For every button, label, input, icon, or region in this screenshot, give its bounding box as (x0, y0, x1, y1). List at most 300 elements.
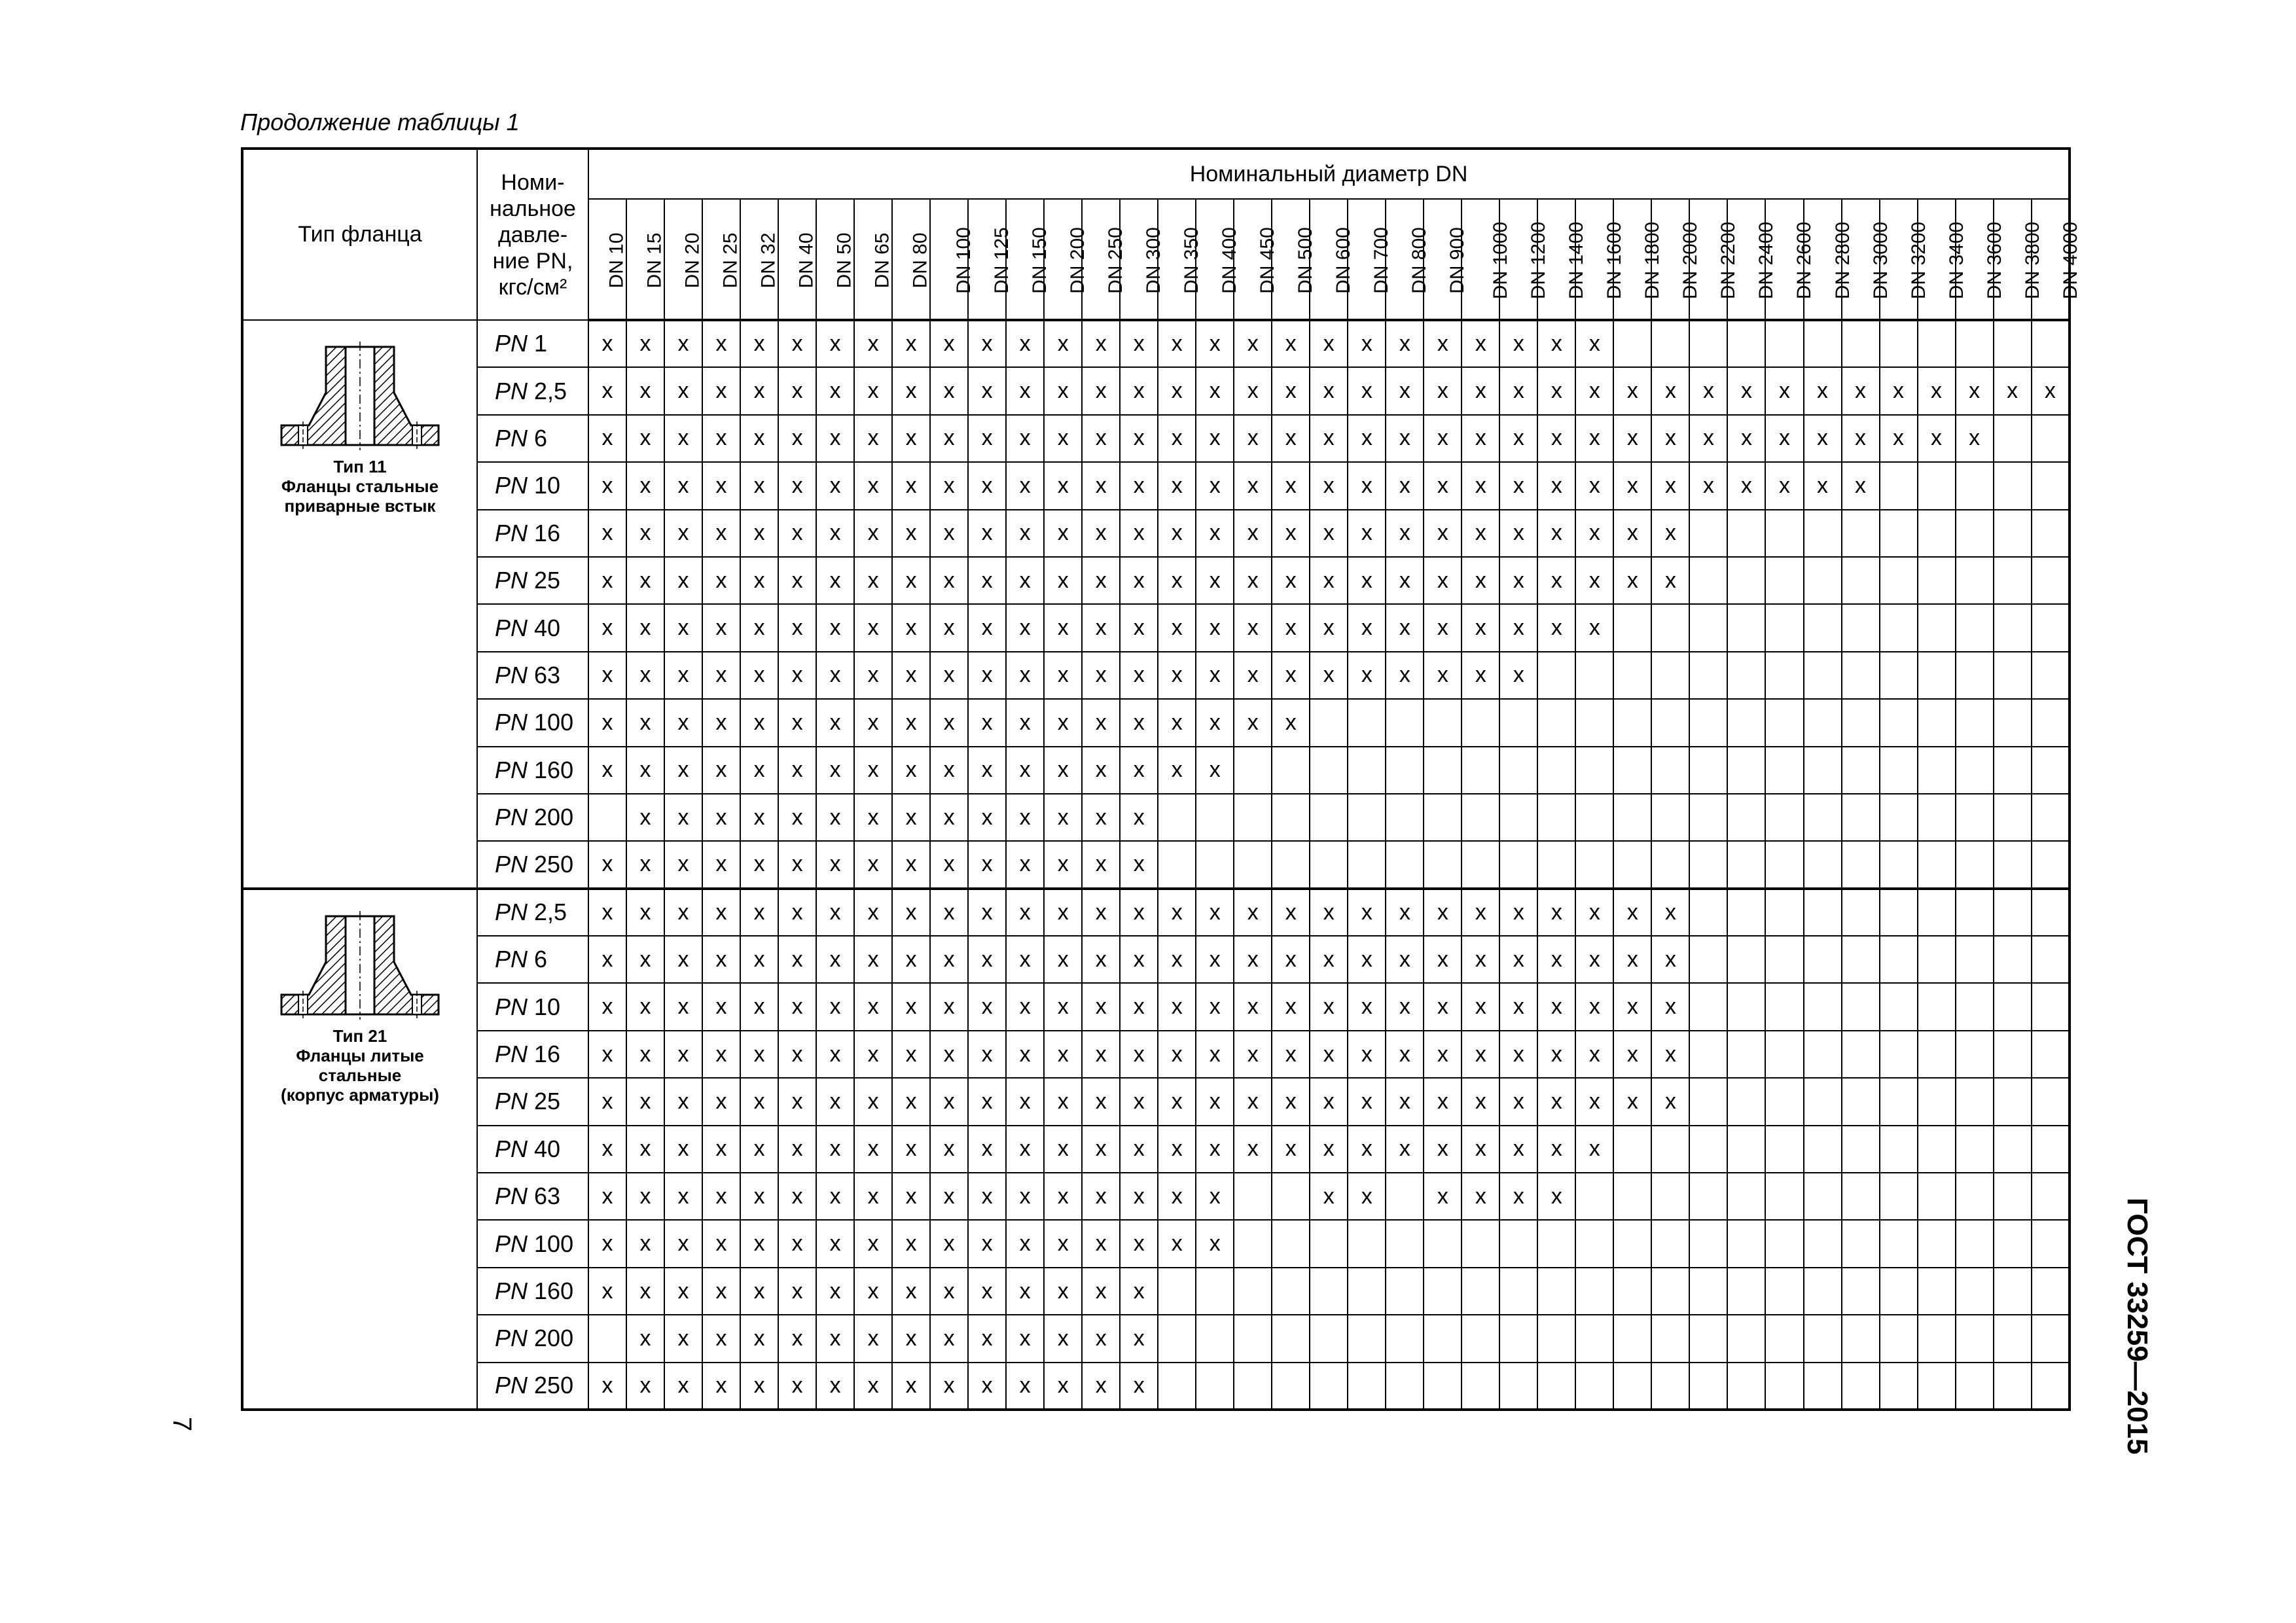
availability-mark: x (791, 1136, 803, 1162)
dn-mark-cell (1386, 1268, 1424, 1315)
dn-mark-cell (1044, 320, 1082, 367)
availability-mark: x (829, 709, 841, 735)
dn-mark-cell (1499, 747, 1537, 794)
availability-mark: x (753, 1136, 765, 1162)
availability-mark: x (1551, 1041, 1562, 1067)
dn-mark-cell (1234, 1126, 1272, 1173)
dn-mark-cell (1462, 1126, 1499, 1173)
header-nominal-pressure (477, 149, 588, 320)
dn-mark-cell (1424, 652, 1462, 699)
availability-mark: x (905, 1041, 917, 1067)
dn-mark-cell (892, 1315, 930, 1362)
availability-mark: x (2044, 378, 2056, 404)
dn-mark-cell (1727, 1268, 1765, 1315)
dn-mark-cell (740, 1315, 778, 1362)
availability-mark: x (829, 473, 841, 498)
dn-mark-cell (1689, 699, 1727, 746)
dn-mark-cell (1272, 604, 1310, 651)
dn-column-header (1006, 199, 1051, 320)
dn-mark-cell (1994, 936, 2032, 983)
dn-mark-cell (1082, 1126, 1120, 1173)
dn-mark-cell (1689, 652, 1727, 699)
dn-mark-cell (1689, 1363, 1727, 1410)
availability-mark: x (715, 1372, 727, 1398)
dn-mark-cell (1842, 415, 1880, 462)
availability-mark: x (791, 994, 803, 1020)
availability-mark: x (1664, 1088, 1676, 1114)
dn-mark-cell (1575, 794, 1613, 841)
dn-mark-cell (1082, 747, 1120, 794)
dn-mark-cell (1348, 1315, 1386, 1362)
availability-mark: x (715, 757, 727, 783)
dn-mark-cell (1575, 1173, 1613, 1220)
dn-mark-cell (1727, 462, 1765, 509)
dn-mark-cell (664, 604, 702, 651)
availability-mark: x (601, 662, 613, 688)
dn-mark-cell (1424, 1220, 1462, 1267)
dn-mark-cell (702, 462, 740, 509)
availability-mark: x (791, 567, 803, 593)
dn-mark-cell (1613, 462, 1651, 509)
dn-mark-cell (778, 510, 816, 557)
availability-mark: x (1285, 473, 1297, 498)
availability-mark: x (905, 709, 917, 735)
availability-mark: x (1702, 473, 1714, 498)
availability-mark: x (1171, 378, 1183, 404)
dn-mark-cell (588, 1363, 626, 1410)
dn-mark-cell (626, 889, 664, 936)
table-row (242, 1268, 2070, 1315)
dn-mark-cell (1994, 889, 2032, 936)
dn-mark-cell (588, 1220, 626, 1267)
dn-mark-cell (1918, 983, 1956, 1030)
dn-mark-cell (1234, 604, 1272, 651)
dn-mark-cell (1310, 747, 1348, 794)
availability-mark: x (1323, 1088, 1335, 1114)
dn-mark-cell (892, 1173, 930, 1220)
dn-mark-cell (664, 699, 702, 746)
availability-mark: x (601, 520, 613, 546)
availability-mark: x (1513, 1136, 1524, 1162)
dn-mark-cell (1651, 604, 1689, 651)
dn-mark-cell (1613, 889, 1651, 936)
dn-mark-cell (1499, 1078, 1537, 1125)
dn-mark-cell (1196, 320, 1234, 367)
dn-mark-cell (1082, 557, 1120, 604)
availability-mark: x (1019, 1278, 1031, 1304)
dn-mark-cell (892, 462, 930, 509)
dn-mark-cell (1689, 747, 1727, 794)
availability-mark: x (1399, 1136, 1410, 1162)
dn-mark-cell (1994, 462, 2032, 509)
pn-cell (477, 1315, 588, 1362)
dn-mark-cell (664, 415, 702, 462)
availability-mark: x (639, 567, 651, 593)
availability-mark: x (1399, 331, 1410, 357)
dn-mark-cell (702, 1078, 740, 1125)
availability-mark: x (829, 1325, 841, 1351)
dn-mark-cell (626, 1268, 664, 1315)
pn-prefix: PN (495, 993, 528, 1020)
dn-mark-cell (1727, 1126, 1765, 1173)
dn-column-label: DN 1800 (1641, 221, 1664, 299)
dn-mark-cell (1575, 1126, 1613, 1173)
dn-mark-cell (1956, 841, 1994, 888)
availability-mark: x (1588, 520, 1600, 546)
availability-mark: x (1475, 520, 1486, 546)
availability-mark: x (677, 1278, 689, 1304)
dn-mark-cell (1196, 1173, 1234, 1220)
pn-prefix: PN (495, 1041, 528, 1068)
dn-mark-cell (892, 415, 930, 462)
dn-mark-cell (1196, 415, 1234, 462)
availability-mark: x (601, 567, 613, 593)
dn-mark-cell (1272, 699, 1310, 746)
dn-mark-cell (702, 367, 740, 414)
dn-mark-cell (1613, 604, 1651, 651)
pn-value: 2,5 (534, 377, 567, 404)
dn-mark-cell (1537, 320, 1575, 367)
dn-mark-cell (892, 1268, 930, 1315)
availability-mark: x (1057, 1231, 1069, 1257)
dn-mark-cell (1689, 510, 1727, 557)
dn-mark-cell (1537, 1078, 1575, 1125)
dn-mark-cell (588, 747, 626, 794)
availability-mark: x (677, 946, 689, 972)
dn-mark-cell (968, 462, 1006, 509)
availability-mark: x (1133, 994, 1145, 1020)
dn-mark-cell (1575, 889, 1613, 936)
dn-mark-cell (1234, 794, 1272, 841)
availability-mark: x (1702, 425, 1714, 451)
availability-mark: x (1019, 1325, 1031, 1351)
availability-mark: x (1247, 709, 1259, 735)
dn-mark-cell (1689, 320, 1727, 367)
availability-mark: x (1057, 1372, 1069, 1398)
availability-mark: x (715, 1325, 727, 1351)
availability-mark: x (829, 520, 841, 546)
dn-mark-cell (1918, 415, 1956, 462)
dn-mark-cell (1727, 983, 1765, 1030)
dn-mark-cell (1689, 1315, 1727, 1362)
dn-mark-cell (1044, 1315, 1082, 1362)
availability-mark: x (715, 946, 727, 972)
dn-mark-cell (1196, 1126, 1234, 1173)
availability-mark: x (791, 425, 803, 451)
availability-mark: x (1893, 378, 1905, 404)
dn-mark-cell (1956, 367, 1994, 414)
availability-mark: x (1171, 662, 1183, 688)
dn-mark-cell (892, 983, 930, 1030)
availability-mark: x (943, 804, 955, 830)
availability-mark: x (981, 709, 993, 735)
dn-mark-cell (1880, 1220, 1918, 1267)
dn-mark-cell (1310, 1268, 1348, 1315)
dn-mark-cell (1120, 1220, 1158, 1267)
dn-mark-cell (1424, 367, 1462, 414)
availability-mark: x (1247, 331, 1259, 357)
availability-mark: x (753, 378, 765, 404)
table-row (242, 462, 2070, 509)
availability-mark: x (1551, 1088, 1562, 1114)
dn-mark-cell (930, 1363, 968, 1410)
dn-mark-cell (1994, 747, 2032, 794)
dn-mark-cell (1956, 510, 1994, 557)
availability-mark: x (943, 1183, 955, 1209)
availability-mark: x (829, 1088, 841, 1114)
dn-mark-cell (968, 557, 1006, 604)
availability-mark: x (943, 1325, 955, 1351)
dn-mark-cell (968, 1078, 1006, 1125)
table-row (242, 510, 2070, 557)
pn-prefix: PN (495, 330, 528, 357)
dn-mark-cell (1842, 320, 1880, 367)
dn-mark-cell (1842, 1315, 1880, 1362)
dn-mark-cell (1575, 415, 1613, 462)
dn-column-label: DN 150 (1029, 226, 1051, 294)
dn-column-header (1158, 199, 1203, 320)
availability-mark: x (981, 473, 993, 498)
availability-mark: x (715, 1278, 727, 1304)
dn-mark-cell (1537, 462, 1575, 509)
availability-mark: x (867, 1372, 879, 1398)
availability-mark: x (867, 1325, 879, 1351)
availability-mark: x (791, 946, 803, 972)
availability-mark: x (1664, 520, 1676, 546)
table-row (242, 1031, 2070, 1078)
dn-mark-cell (664, 1268, 702, 1315)
availability-mark: x (867, 899, 879, 925)
availability-mark: x (1171, 1088, 1183, 1114)
dn-mark-cell (1575, 1031, 1613, 1078)
dn-mark-cell (1651, 1363, 1689, 1410)
availability-mark: x (715, 899, 727, 925)
dn-mark-cell (1310, 320, 1348, 367)
dn-mark-cell (1272, 557, 1310, 604)
availability-mark: x (1437, 662, 1448, 688)
dn-mark-cell (778, 936, 816, 983)
availability-mark: x (1209, 1183, 1221, 1209)
pn-prefix: PN (495, 661, 528, 688)
dn-mark-cell (1537, 983, 1575, 1030)
dn-mark-cell (1765, 367, 1803, 414)
dn-mark-cell (1234, 699, 1272, 746)
dn-mark-cell (1120, 983, 1158, 1030)
dn-mark-cell (740, 794, 778, 841)
dn-mark-cell (1272, 1363, 1310, 1410)
dn-mark-cell (1196, 557, 1234, 604)
availability-mark: x (1057, 567, 1069, 593)
availability-mark: x (1095, 378, 1107, 404)
dn-mark-cell (1727, 510, 1765, 557)
dn-mark-cell (968, 1268, 1006, 1315)
dn-mark-cell (1082, 1363, 1120, 1410)
availability-mark: x (1323, 662, 1335, 688)
dn-mark-cell (1880, 1126, 1918, 1173)
dn-mark-cell (1537, 1126, 1575, 1173)
dn-mark-cell (1348, 510, 1386, 557)
dn-mark-cell (1158, 1363, 1196, 1410)
availability-mark: x (1551, 567, 1562, 593)
dn-mark-cell (2032, 1363, 2070, 1410)
availability-mark: x (1437, 425, 1448, 451)
availability-mark: x (943, 994, 955, 1020)
dn-mark-cell (1044, 936, 1082, 983)
dn-mark-cell (892, 699, 930, 746)
dn-mark-cell (1804, 320, 1842, 367)
dn-mark-cell (1348, 367, 1386, 414)
dn-mark-cell (930, 367, 968, 414)
dn-mark-cell (664, 1363, 702, 1410)
dn-mark-cell (1727, 604, 1765, 651)
dn-mark-cell (1082, 604, 1120, 651)
dn-column-label: DN 20 (681, 232, 704, 289)
dn-column-label: DN 3600 (1983, 221, 2005, 299)
availability-mark: x (1855, 473, 1867, 498)
dn-mark-cell (854, 367, 892, 414)
dn-mark-cell (778, 367, 816, 414)
dn-column-header (1234, 199, 1279, 320)
availability-mark: x (1133, 757, 1145, 783)
availability-mark: x (2007, 378, 2018, 404)
dn-mark-cell (1348, 557, 1386, 604)
dn-mark-cell (816, 1078, 854, 1125)
availability-mark: x (1171, 757, 1183, 783)
dn-column-header (778, 199, 816, 320)
dn-mark-cell (1006, 1220, 1044, 1267)
dn-mark-cell (892, 652, 930, 699)
dn-mark-cell (1006, 1078, 1044, 1125)
pn-value: 160 (534, 1277, 574, 1304)
dn-mark-cell (1272, 841, 1310, 888)
pn-value: 63 (534, 661, 561, 688)
dn-mark-cell (1272, 1220, 1310, 1267)
availability-mark: x (715, 1041, 727, 1067)
availability-mark: x (1095, 1278, 1107, 1304)
dn-mark-cell (1006, 367, 1044, 414)
dn-mark-cell (1120, 747, 1158, 794)
dn-mark-cell (1880, 367, 1918, 414)
pn-prefix: PN (495, 1325, 528, 1352)
dn-mark-cell (930, 889, 968, 936)
dn-mark-cell (1158, 415, 1196, 462)
dn-mark-cell (1234, 889, 1272, 936)
availability-mark: x (1513, 1041, 1524, 1067)
dn-mark-cell (1310, 557, 1348, 604)
availability-mark: x (829, 331, 841, 357)
dn-mark-cell (1537, 794, 1575, 841)
availability-mark: x (1551, 378, 1562, 404)
dn-mark-cell (1918, 652, 1956, 699)
availability-mark: x (1247, 1041, 1259, 1067)
availability-mark: x (1399, 1041, 1410, 1067)
dn-mark-cell (1196, 747, 1234, 794)
dn-mark-cell (1006, 652, 1044, 699)
dn-mark-cell (664, 1126, 702, 1173)
pn-value: 100 (534, 1230, 574, 1257)
dn-mark-cell (1994, 841, 2032, 888)
availability-mark: x (867, 851, 879, 877)
availability-mark: x (1133, 1278, 1145, 1304)
availability-mark: x (905, 520, 917, 546)
availability-mark: x (1513, 899, 1524, 925)
dn-mark-cell (1537, 1268, 1575, 1315)
dn-mark-cell (1196, 367, 1234, 414)
availability-mark: x (791, 851, 803, 877)
dn-column-label: DN 800 (1408, 226, 1431, 294)
dn-mark-cell (1804, 1268, 1842, 1315)
availability-mark: x (829, 1183, 841, 1209)
availability-mark: x (943, 1041, 955, 1067)
availability-mark: x (1019, 1231, 1031, 1257)
availability-mark: x (1664, 1041, 1676, 1067)
flange-dn-pn-table (241, 147, 2081, 1411)
availability-mark: x (1171, 331, 1183, 357)
availability-mark: x (1626, 1088, 1638, 1114)
availability-mark: x (791, 615, 803, 641)
dn-mark-cell (1804, 367, 1842, 414)
availability-mark: x (1551, 520, 1562, 546)
dn-mark-cell (1499, 841, 1537, 888)
standard-code: ГОСТ 33259—2015 (2121, 1198, 2153, 1455)
availability-mark: x (1740, 473, 1752, 498)
availability-mark: x (1969, 378, 1981, 404)
dn-mark-cell (778, 1173, 816, 1220)
dn-mark-cell (1348, 1031, 1386, 1078)
availability-mark: x (867, 520, 879, 546)
table-row (242, 320, 2070, 367)
availability-mark: x (905, 946, 917, 972)
dn-mark-cell (816, 889, 854, 936)
dn-mark-cell (1386, 1031, 1424, 1078)
availability-mark: x (1095, 662, 1107, 688)
availability-mark: x (867, 1231, 879, 1257)
availability-mark: x (639, 473, 651, 498)
pn-value: 250 (534, 1372, 574, 1399)
dn-mark-cell (1158, 1031, 1196, 1078)
dn-mark-cell (626, 1363, 664, 1410)
dn-mark-cell (1956, 320, 1994, 367)
dn-mark-cell (1689, 794, 1727, 841)
availability-mark: x (1588, 378, 1600, 404)
dn-mark-cell (1499, 794, 1537, 841)
availability-mark: x (1133, 1325, 1145, 1351)
availability-mark: x (1361, 1088, 1372, 1114)
dn-column-label: DN 2400 (1755, 221, 1778, 299)
dn-mark-cell (1842, 1268, 1880, 1315)
dn-mark-cell (1310, 936, 1348, 983)
availability-mark: x (1057, 899, 1069, 925)
dn-mark-cell (816, 652, 854, 699)
dn-mark-cell (1348, 320, 1386, 367)
dn-mark-cell (1386, 1220, 1424, 1267)
availability-mark: x (867, 994, 879, 1020)
dn-mark-cell (2032, 889, 2070, 936)
dn-column-label: DN 450 (1257, 226, 1279, 294)
dn-mark-cell (1765, 1220, 1803, 1267)
availability-mark: x (1361, 1136, 1372, 1162)
dn-mark-cell (1689, 415, 1727, 462)
dn-mark-cell (1956, 557, 1994, 604)
availability-mark: x (1133, 662, 1145, 688)
availability-mark: x (753, 615, 765, 641)
dn-mark-cell (1880, 889, 1918, 936)
dn-mark-cell (1727, 320, 1765, 367)
dn-mark-cell (892, 794, 930, 841)
dn-mark-cell (1462, 1363, 1499, 1410)
dn-mark-cell (1424, 1126, 1462, 1173)
dn-mark-cell (1348, 841, 1386, 888)
